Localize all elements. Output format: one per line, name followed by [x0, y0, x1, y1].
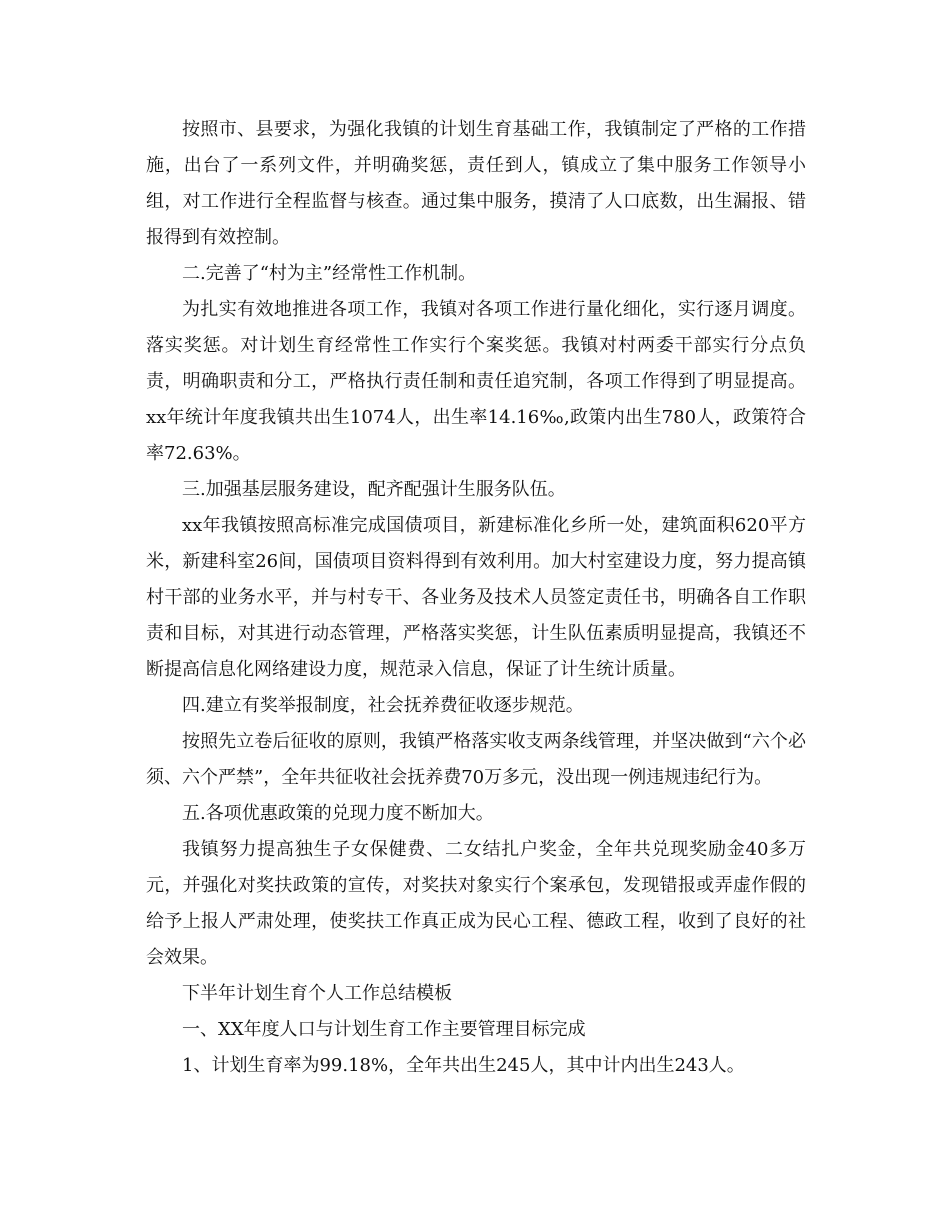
document-body: [146, 112, 806, 1084]
section-heading-3: 三.加强基层服务建设，配齐配强计生服务队伍。: [182, 479, 566, 500]
section-heading-2: 二.完善了“村为主”经常性工作机制。: [182, 263, 477, 284]
section-heading-5: 五.各项优惠政策的兑现力度不断加大。: [182, 803, 494, 824]
paragraph-section-5: 我镇努力提高独生子女保健费、二女结扎户奖金，全年共兑现奖励金40多万元，并强化对奖扶政策的宣传，对奖扶对象实行个案承包，发现错报或弄虚作假的给予上报人严肃处理，使奖扶工作真正成为民心工程、德政工程，收到了良好的社会效果。: [146, 839, 806, 968]
paragraph-section-3: xx年我镇按照高标准完成国债项目，新建标准化乡所一处，建筑面积620平方米，新建科室26间，国债项目资料得到有效利用。加大村室建设力度，努力提高镇村干部的业务水平，并与村专干、各业务及技术人员签定责任书，明确各自工作职责和目标，对其进行动态管理，严格落实奖惩，计生队伍素质明显提高，我镇还不断提高信息化网络建设力度，规范录入信息，保证了计生统计质量。: [146, 515, 806, 680]
paragraph-section-4: 按照先立卷后征收的原则，我镇严格落实收支两条线管理，并坚决做到“六个必须、六个严禁”，全年共征收社会抚养费70万多元，没出现一例违规违纪行为。: [146, 731, 806, 788]
paragraph-intro: 按照市、县要求，为强化我镇的计划生育基础工作，我镇制定了严格的工作措施，出台了一系列文件，并明确奖惩，责任到人，镇成立了集中服务工作领导小组，对工作进行全程监督与核查。通过集中服务，摸清了人口底数，出生漏报、错报得到有效控制。: [146, 119, 806, 248]
paragraph-section-2: 为扎实有效地推进各项工作，我镇对各项工作进行量化细化，实行逐月调度。落实奖惩。对计划生育经常性工作实行个案奖惩。我镇对村两委干部实行分点负责，明确职责和分工，严格执行责任制和责任追究制，各项工作得到了明显提高。xx年统计年度我镇共出生1074人，出生率14.16‰,政策内出生780人，政策符合率72.63%。: [146, 299, 806, 464]
section-heading-4: 四.建立有奖举报制度，社会抚养费征收逐步规范。: [182, 695, 584, 716]
subsection-heading-1: 一、XX年度人口与计划生育工作主要管理目标完成: [182, 1019, 586, 1040]
document-subtitle: 下半年计划生育个人工作总结模板: [182, 983, 452, 1004]
list-item-1: 1、计划生育率为99.18%，全年共出生245人，其中计内出生243人。: [182, 1055, 745, 1076]
